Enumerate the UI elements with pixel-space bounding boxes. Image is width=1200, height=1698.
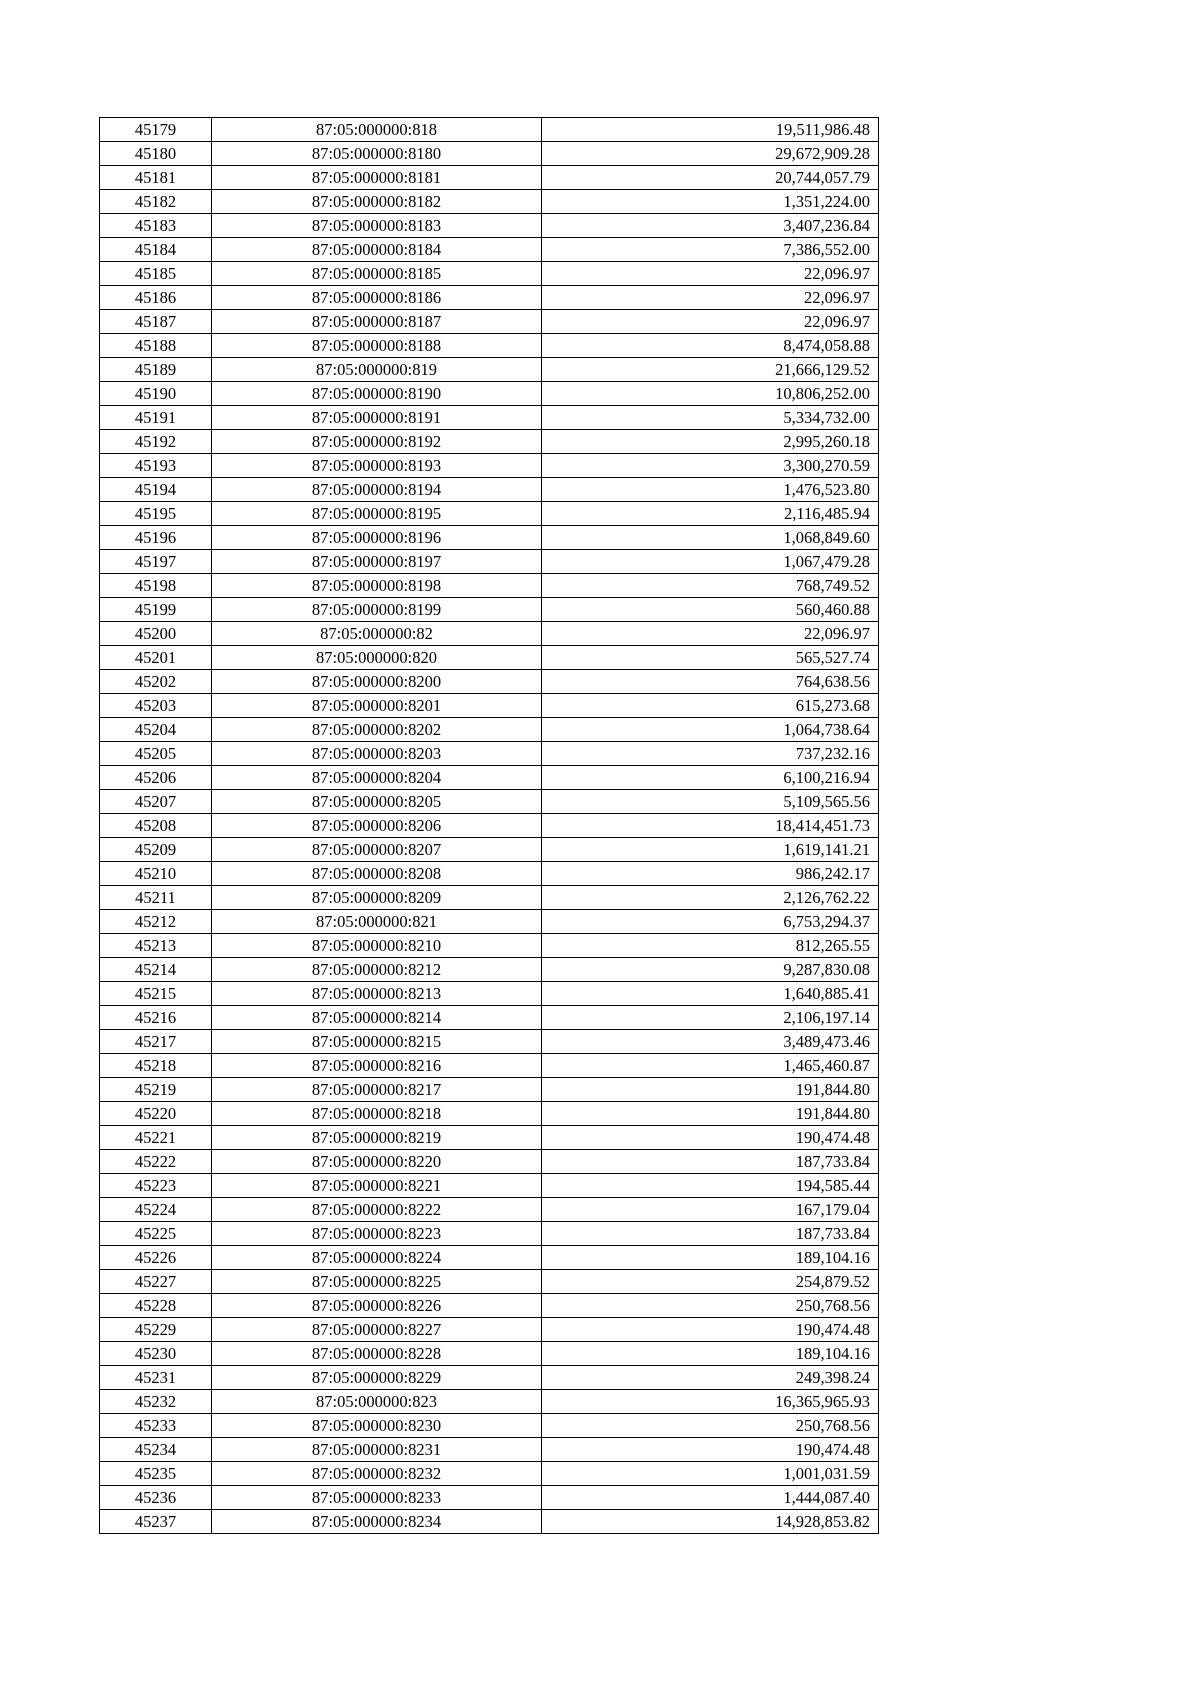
- table-row: [100, 1222, 879, 1246]
- cadastral-number-cell: 87:05:000000:8206: [212, 814, 542, 838]
- table-row: [100, 1318, 879, 1342]
- table-row: [100, 718, 879, 742]
- row-number-cell: 45235: [100, 1462, 212, 1486]
- cadastral-number-cell: 87:05:000000:8213: [212, 982, 542, 1006]
- row-number-cell: 45193: [100, 454, 212, 478]
- row-number-cell: 45179: [100, 118, 212, 142]
- table-row: [100, 502, 879, 526]
- table-row: [100, 934, 879, 958]
- cadastral-number-cell: 87:05:000000:8217: [212, 1078, 542, 1102]
- row-number-cell: 45189: [100, 358, 212, 382]
- cadastral-number-cell: 87:05:000000:8185: [212, 262, 542, 286]
- row-number-cell: 45210: [100, 862, 212, 886]
- value-cell: 1,465,460.87: [542, 1054, 879, 1078]
- cadastral-number-cell: 87:05:000000:8218: [212, 1102, 542, 1126]
- row-number-cell: 45212: [100, 910, 212, 934]
- cadastral-number-cell: 87:05:000000:8229: [212, 1366, 542, 1390]
- value-cell: 18,414,451.73: [542, 814, 879, 838]
- value-cell: 812,265.55: [542, 934, 879, 958]
- cadastral-number-cell: 87:05:000000:823: [212, 1390, 542, 1414]
- cadastral-number-cell: 87:05:000000:8195: [212, 502, 542, 526]
- table-row: [100, 742, 879, 766]
- table-row: [100, 814, 879, 838]
- value-cell: 1,476,523.80: [542, 478, 879, 502]
- table-row: [100, 238, 879, 262]
- table-row: [100, 958, 879, 982]
- row-number-cell: 45222: [100, 1150, 212, 1174]
- table-row: [100, 358, 879, 382]
- cadastral-number-cell: 87:05:000000:8219: [212, 1126, 542, 1150]
- cadastral-number-cell: 87:05:000000:8225: [212, 1270, 542, 1294]
- cadastral-number-cell: 87:05:000000:8227: [212, 1318, 542, 1342]
- row-number-cell: 45199: [100, 598, 212, 622]
- cadastral-number-cell: 87:05:000000:8204: [212, 766, 542, 790]
- row-number-cell: 45230: [100, 1342, 212, 1366]
- row-number-cell: 45228: [100, 1294, 212, 1318]
- value-cell: 22,096.97: [542, 262, 879, 286]
- row-number-cell: 45227: [100, 1270, 212, 1294]
- value-cell: 560,460.88: [542, 598, 879, 622]
- value-cell: 2,106,197.14: [542, 1006, 879, 1030]
- table-row: [100, 214, 879, 238]
- value-cell: 190,474.48: [542, 1126, 879, 1150]
- table-row: [100, 430, 879, 454]
- row-number-cell: 45216: [100, 1006, 212, 1030]
- cadastral-number-cell: 87:05:000000:8188: [212, 334, 542, 358]
- cadastral-number-cell: 87:05:000000:8183: [212, 214, 542, 238]
- value-cell: 1,640,885.41: [542, 982, 879, 1006]
- cadastral-number-cell: 87:05:000000:8209: [212, 886, 542, 910]
- value-cell: 191,844.80: [542, 1078, 879, 1102]
- value-cell: 1,064,738.64: [542, 718, 879, 742]
- value-cell: 1,067,479.28: [542, 550, 879, 574]
- row-number-cell: 45205: [100, 742, 212, 766]
- value-cell: 189,104.16: [542, 1342, 879, 1366]
- cadastral-number-cell: 87:05:000000:8187: [212, 310, 542, 334]
- row-number-cell: 45214: [100, 958, 212, 982]
- row-number-cell: 45195: [100, 502, 212, 526]
- row-number-cell: 45225: [100, 1222, 212, 1246]
- value-cell: 16,365,965.93: [542, 1390, 879, 1414]
- row-number-cell: 45211: [100, 886, 212, 910]
- cadastral-number-cell: 87:05:000000:821: [212, 910, 542, 934]
- row-number-cell: 45213: [100, 934, 212, 958]
- row-number-cell: 45188: [100, 334, 212, 358]
- table-row: [100, 1078, 879, 1102]
- table-row: [100, 1510, 879, 1534]
- value-cell: 5,109,565.56: [542, 790, 879, 814]
- value-cell: 22,096.97: [542, 286, 879, 310]
- table-row: [100, 790, 879, 814]
- table-row: [100, 310, 879, 334]
- value-cell: 187,733.84: [542, 1150, 879, 1174]
- row-number-cell: 45219: [100, 1078, 212, 1102]
- table-row: [100, 1342, 879, 1366]
- value-cell: 21,666,129.52: [542, 358, 879, 382]
- table-row: [100, 886, 879, 910]
- table-row: [100, 574, 879, 598]
- table-row: [100, 1486, 879, 1510]
- table-row: [100, 910, 879, 934]
- table-row: [100, 622, 879, 646]
- table-body: [100, 118, 879, 1534]
- row-number-cell: 45236: [100, 1486, 212, 1510]
- table-row: [100, 1126, 879, 1150]
- table-row: [100, 1054, 879, 1078]
- cadastral-value-table: [99, 117, 879, 1534]
- table-row: [100, 334, 879, 358]
- row-number-cell: 45182: [100, 190, 212, 214]
- cadastral-number-cell: 87:05:000000:8202: [212, 718, 542, 742]
- value-cell: 768,749.52: [542, 574, 879, 598]
- table-row: [100, 1390, 879, 1414]
- cadastral-number-cell: 87:05:000000:8182: [212, 190, 542, 214]
- cadastral-number-cell: 87:05:000000:8199: [212, 598, 542, 622]
- table-row: [100, 862, 879, 886]
- table-row: [100, 454, 879, 478]
- table-row: [100, 1030, 879, 1054]
- cadastral-number-cell: 87:05:000000:8190: [212, 382, 542, 406]
- table-row: [100, 190, 879, 214]
- cadastral-number-cell: 87:05:000000:8222: [212, 1198, 542, 1222]
- row-number-cell: 45197: [100, 550, 212, 574]
- cadastral-number-cell: 87:05:000000:8212: [212, 958, 542, 982]
- cadastral-number-cell: 87:05:000000:8208: [212, 862, 542, 886]
- cadastral-number-cell: 87:05:000000:8205: [212, 790, 542, 814]
- row-number-cell: 45226: [100, 1246, 212, 1270]
- cadastral-number-cell: 87:05:000000:8216: [212, 1054, 542, 1078]
- row-number-cell: 45190: [100, 382, 212, 406]
- row-number-cell: 45181: [100, 166, 212, 190]
- row-number-cell: 45186: [100, 286, 212, 310]
- cadastral-number-cell: 87:05:000000:8234: [212, 1510, 542, 1534]
- table-row: [100, 838, 879, 862]
- cadastral-number-cell: 87:05:000000:8201: [212, 694, 542, 718]
- value-cell: 1,001,031.59: [542, 1462, 879, 1486]
- table-row: [100, 550, 879, 574]
- row-number-cell: 45233: [100, 1414, 212, 1438]
- value-cell: 250,768.56: [542, 1294, 879, 1318]
- value-cell: 1,068,849.60: [542, 526, 879, 550]
- table-row: [100, 670, 879, 694]
- row-number-cell: 45223: [100, 1174, 212, 1198]
- value-cell: 1,444,087.40: [542, 1486, 879, 1510]
- row-number-cell: 45200: [100, 622, 212, 646]
- table-row: [100, 646, 879, 670]
- cadastral-number-cell: 87:05:000000:8214: [212, 1006, 542, 1030]
- cadastral-number-cell: 87:05:000000:8203: [212, 742, 542, 766]
- row-number-cell: 45185: [100, 262, 212, 286]
- row-number-cell: 45196: [100, 526, 212, 550]
- row-number-cell: 45209: [100, 838, 212, 862]
- value-cell: 19,511,986.48: [542, 118, 879, 142]
- table-row: [100, 982, 879, 1006]
- row-number-cell: 45183: [100, 214, 212, 238]
- cadastral-number-cell: 87:05:000000:8230: [212, 1414, 542, 1438]
- value-cell: 167,179.04: [542, 1198, 879, 1222]
- cadastral-number-cell: 87:05:000000:8192: [212, 430, 542, 454]
- table-row: [100, 1198, 879, 1222]
- cadastral-number-cell: 87:05:000000:8231: [212, 1438, 542, 1462]
- cadastral-number-cell: 87:05:000000:8221: [212, 1174, 542, 1198]
- value-cell: 2,126,762.22: [542, 886, 879, 910]
- cadastral-number-cell: 87:05:000000:8210: [212, 934, 542, 958]
- value-cell: 6,100,216.94: [542, 766, 879, 790]
- value-cell: 249,398.24: [542, 1366, 879, 1390]
- cadastral-number-cell: 87:05:000000:8200: [212, 670, 542, 694]
- value-cell: 187,733.84: [542, 1222, 879, 1246]
- value-cell: 250,768.56: [542, 1414, 879, 1438]
- row-number-cell: 45184: [100, 238, 212, 262]
- table-row: [100, 1150, 879, 1174]
- cadastral-number-cell: 87:05:000000:8184: [212, 238, 542, 262]
- row-number-cell: 45192: [100, 430, 212, 454]
- document-page: [99, 117, 878, 1534]
- row-number-cell: 45215: [100, 982, 212, 1006]
- value-cell: 254,879.52: [542, 1270, 879, 1294]
- table-row: [100, 166, 879, 190]
- cadastral-number-cell: 87:05:000000:82: [212, 622, 542, 646]
- row-number-cell: 45220: [100, 1102, 212, 1126]
- value-cell: 565,527.74: [542, 646, 879, 670]
- value-cell: 6,753,294.37: [542, 910, 879, 934]
- value-cell: 14,928,853.82: [542, 1510, 879, 1534]
- value-cell: 3,407,236.84: [542, 214, 879, 238]
- value-cell: 22,096.97: [542, 310, 879, 334]
- table-row: [100, 382, 879, 406]
- cadastral-number-cell: 87:05:000000:8226: [212, 1294, 542, 1318]
- row-number-cell: 45180: [100, 142, 212, 166]
- row-number-cell: 45217: [100, 1030, 212, 1054]
- row-number-cell: 45234: [100, 1438, 212, 1462]
- table-row: [100, 1246, 879, 1270]
- value-cell: 10,806,252.00: [542, 382, 879, 406]
- cadastral-number-cell: 87:05:000000:8196: [212, 526, 542, 550]
- value-cell: 1,619,141.21: [542, 838, 879, 862]
- value-cell: 1,351,224.00: [542, 190, 879, 214]
- table-row: [100, 478, 879, 502]
- table-row: [100, 1462, 879, 1486]
- cadastral-number-cell: 87:05:000000:8228: [212, 1342, 542, 1366]
- cadastral-number-cell: 87:05:000000:8215: [212, 1030, 542, 1054]
- row-number-cell: 45202: [100, 670, 212, 694]
- value-cell: 190,474.48: [542, 1438, 879, 1462]
- row-number-cell: 45232: [100, 1390, 212, 1414]
- row-number-cell: 45229: [100, 1318, 212, 1342]
- value-cell: 9,287,830.08: [542, 958, 879, 982]
- table-row: [100, 286, 879, 310]
- table-row: [100, 262, 879, 286]
- table-row: [100, 694, 879, 718]
- cadastral-number-cell: 87:05:000000:8191: [212, 406, 542, 430]
- cadastral-number-cell: 87:05:000000:8223: [212, 1222, 542, 1246]
- cadastral-number-cell: 87:05:000000:8220: [212, 1150, 542, 1174]
- row-number-cell: 45194: [100, 478, 212, 502]
- table-row: [100, 766, 879, 790]
- cadastral-number-cell: 87:05:000000:8224: [212, 1246, 542, 1270]
- row-number-cell: 45224: [100, 1198, 212, 1222]
- value-cell: 986,242.17: [542, 862, 879, 886]
- cadastral-number-cell: 87:05:000000:8207: [212, 838, 542, 862]
- cadastral-number-cell: 87:05:000000:820: [212, 646, 542, 670]
- value-cell: 764,638.56: [542, 670, 879, 694]
- cadastral-number-cell: 87:05:000000:8233: [212, 1486, 542, 1510]
- value-cell: 190,474.48: [542, 1318, 879, 1342]
- table-row: [100, 118, 879, 142]
- cadastral-number-cell: 87:05:000000:8186: [212, 286, 542, 310]
- table-row: [100, 526, 879, 550]
- value-cell: 5,334,732.00: [542, 406, 879, 430]
- value-cell: 194,585.44: [542, 1174, 879, 1198]
- value-cell: 189,104.16: [542, 1246, 879, 1270]
- value-cell: 737,232.16: [542, 742, 879, 766]
- cadastral-number-cell: 87:05:000000:8180: [212, 142, 542, 166]
- row-number-cell: 45218: [100, 1054, 212, 1078]
- row-number-cell: 45191: [100, 406, 212, 430]
- value-cell: 3,489,473.46: [542, 1030, 879, 1054]
- value-cell: 7,386,552.00: [542, 238, 879, 262]
- table-row: [100, 406, 879, 430]
- value-cell: 2,116,485.94: [542, 502, 879, 526]
- value-cell: 8,474,058.88: [542, 334, 879, 358]
- cadastral-number-cell: 87:05:000000:8181: [212, 166, 542, 190]
- table-row: [100, 142, 879, 166]
- row-number-cell: 45187: [100, 310, 212, 334]
- table-row: [100, 1366, 879, 1390]
- table-row: [100, 1102, 879, 1126]
- row-number-cell: 45201: [100, 646, 212, 670]
- cadastral-number-cell: 87:05:000000:8193: [212, 454, 542, 478]
- row-number-cell: 45231: [100, 1366, 212, 1390]
- table-row: [100, 1438, 879, 1462]
- value-cell: 2,995,260.18: [542, 430, 879, 454]
- table-row: [100, 1270, 879, 1294]
- row-number-cell: 45221: [100, 1126, 212, 1150]
- table-row: [100, 1294, 879, 1318]
- row-number-cell: 45207: [100, 790, 212, 814]
- value-cell: 20,744,057.79: [542, 166, 879, 190]
- cadastral-number-cell: 87:05:000000:8232: [212, 1462, 542, 1486]
- row-number-cell: 45198: [100, 574, 212, 598]
- value-cell: 29,672,909.28: [542, 142, 879, 166]
- row-number-cell: 45208: [100, 814, 212, 838]
- table-row: [100, 1414, 879, 1438]
- table-row: [100, 1006, 879, 1030]
- row-number-cell: 45204: [100, 718, 212, 742]
- row-number-cell: 45237: [100, 1510, 212, 1534]
- cadastral-number-cell: 87:05:000000:8194: [212, 478, 542, 502]
- cadastral-number-cell: 87:05:000000:8198: [212, 574, 542, 598]
- row-number-cell: 45203: [100, 694, 212, 718]
- cadastral-number-cell: 87:05:000000:8197: [212, 550, 542, 574]
- value-cell: 3,300,270.59: [542, 454, 879, 478]
- cadastral-number-cell: 87:05:000000:818: [212, 118, 542, 142]
- value-cell: 615,273.68: [542, 694, 879, 718]
- value-cell: 191,844.80: [542, 1102, 879, 1126]
- row-number-cell: 45206: [100, 766, 212, 790]
- cadastral-number-cell: 87:05:000000:819: [212, 358, 542, 382]
- table-row: [100, 1174, 879, 1198]
- table-row: [100, 598, 879, 622]
- value-cell: 22,096.97: [542, 622, 879, 646]
